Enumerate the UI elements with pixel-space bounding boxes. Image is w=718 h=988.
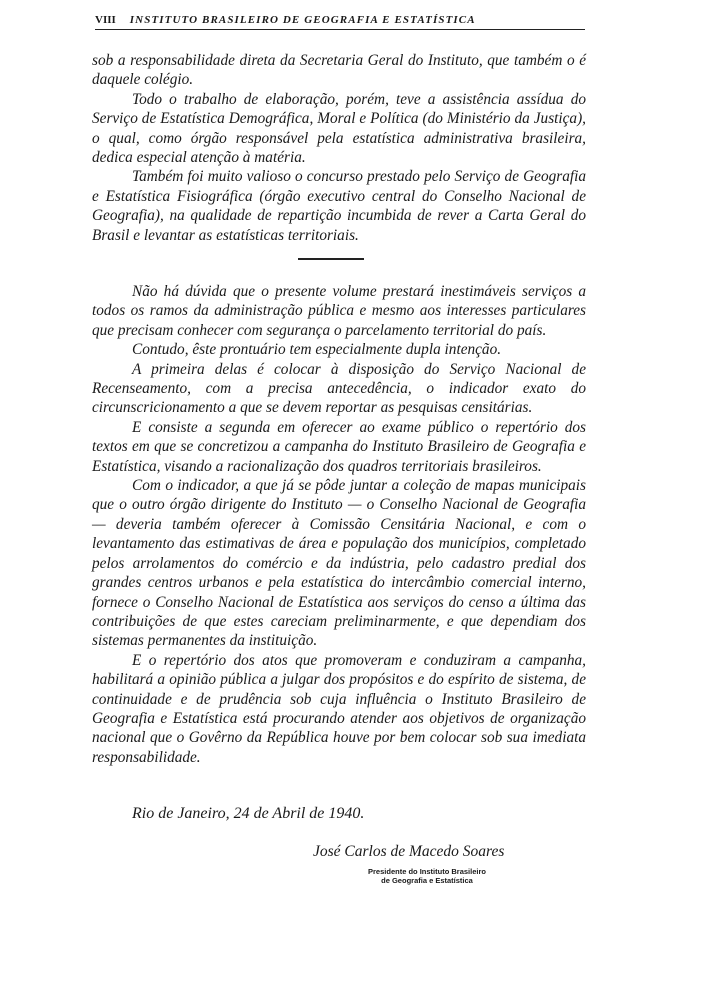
paragraph: Não há dúvida que o presente volume prestará inestimáveis serviços a todos os ramos da administração pública e mesmo aos interesses particulares que precisam conhecer com segurança o parcelamento territorial do país. — [92, 283, 586, 339]
section-divider — [298, 258, 364, 260]
running-header — [95, 14, 585, 30]
text-block-continuation — [92, 51, 586, 245]
dateline: Rio de Janeiro, 24 de Abril de 1940. — [132, 805, 365, 822]
paragraph: Contudo, êste prontuário tem especialmente dupla intenção. — [132, 341, 502, 359]
paragraph: A primeira delas é colocar à disposição do Serviço Nacional de Recenseamento, com a precisa antecedência, o indicador exato do circunscricionamento a que se devem reportar as pesquisas censitárias. — [92, 360, 586, 417]
page-number: VIII — [95, 14, 116, 26]
paragraph: E consiste a segunda em oferecer ao exame público o repertório dos textos em que se concretizou a campanha do Instituto Brasileiro de Geografia e Estatística, visando a racionalização dos quadros territoriais brasileiros. — [92, 418, 586, 475]
signature-title — [352, 867, 502, 885]
paragraph: Com o indicador, a que já se pôde juntar a coleção de mapas municipais que o outro órgão dirigente do Instituto — o Conselho Nacional de Geografia — deveria também oferecer à Comissão Censitária Nacional, e com o levantamento das estimativas de área e população dos municípios, completado pelos arrolamentos do comércio e da indústria, pelo cadastro predial dos grandes centros urbanos e pela estatística do intercâmbio comercial interno, fornece o Conselho Nacional de Estatística aos serviços do censo a última das contribuições de que estes careciam preliminarmente, e que dependiam dos sistemas permanentes da instituição. — [92, 477, 586, 650]
running-title: INSTITUTO BRASILEIRO DE GEOGRAFIA E ESTATÍSTICA — [129, 14, 476, 26]
paragraph: Todo o trabalho de elaboração, porém, teve a assistência assídua do Serviço de Estatística Demográfica, Moral e Política (do Ministério da Justiça), o qual, como órgão responsável pela estatística administrativa brasileira, dedica especial atenção à matéria. — [92, 90, 586, 167]
text-block-main — [92, 282, 586, 767]
paragraph: E o repertório dos atos que promoveram e conduziram a campanha, habilitará a opinião pública a julgar dos propósitos e do espírito de sistema, de continuidade e de prudência sob cuja influência o Instituto Brasileiro de Geografia e Estatística está procurando atender aos objetivos de organização nacional que o Govêrno da República houve por bem colocar sob sua imediata responsabilidade. — [92, 651, 586, 766]
signature-title-line: de Geografia e Estatística — [381, 876, 473, 885]
paragraph: Também foi muito valioso o concurso prestado pelo Serviço de Geografia e Estatística Fisiográfica (órgão executivo central do Conselho Nacional de Geografia), na qualidade de repartição incumbida de rever a Carta Geral do Brasil e levantar as estatísticas territoriais. — [92, 168, 586, 244]
signature-name: José Carlos de Macedo Soares — [313, 843, 505, 860]
signature-title-line: Presidente do Instituto Brasileiro — [368, 867, 486, 876]
paragraph: sob a responsabilidade direta da Secretaria Geral do Instituto, que também o é daquele colégio. — [92, 52, 586, 89]
